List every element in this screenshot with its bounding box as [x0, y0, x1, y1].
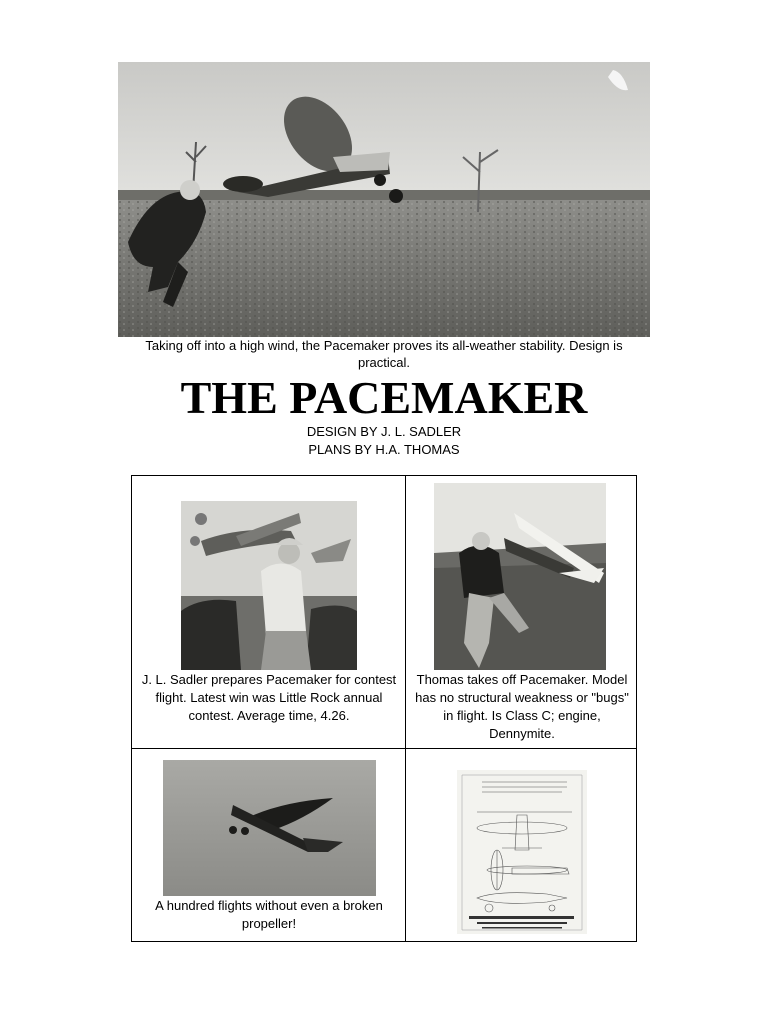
- sadler-photo-art: [181, 501, 357, 670]
- hero-photo: [118, 62, 650, 337]
- sadler-caption: J. L. Sadler prepares Pacemaker for contest flight. Latest win was Little Rock annual contest. Average time, 4.26.: [141, 672, 397, 723]
- thomas-photo: [434, 483, 606, 670]
- plans-credit: PLANS BY H.A. THOMAS: [308, 442, 460, 457]
- thomas-caption: Thomas takes off Pacemaker. Model has no structural weakness or "bugs" in flight. Is Class C; engine, Dennymite.: [415, 672, 629, 741]
- thomas-photo-art: [434, 483, 606, 670]
- flight-caption: A hundred flights without even a broken propeller!: [155, 898, 383, 931]
- flight-photo: [163, 760, 376, 896]
- grid-divider-horizontal: [132, 748, 636, 749]
- photo-grid: [131, 475, 637, 942]
- flight-photo-art: [163, 760, 376, 896]
- plans-drawing: [457, 770, 587, 934]
- plans-drawing-art: [457, 770, 587, 934]
- hero-caption: Taking off into a high wind, the Pacemaker proves its all-weather stability. Design is practical.: [145, 338, 623, 370]
- sadler-photo: [181, 501, 357, 670]
- hero-photo-art: [118, 62, 650, 337]
- design-credit: DESIGN BY J. L. SADLER: [306, 424, 462, 439]
- credits: [0, 423, 768, 459]
- grid-divider-vertical: [405, 476, 406, 941]
- page-title: THE PACEMAKER: [180, 372, 588, 423]
